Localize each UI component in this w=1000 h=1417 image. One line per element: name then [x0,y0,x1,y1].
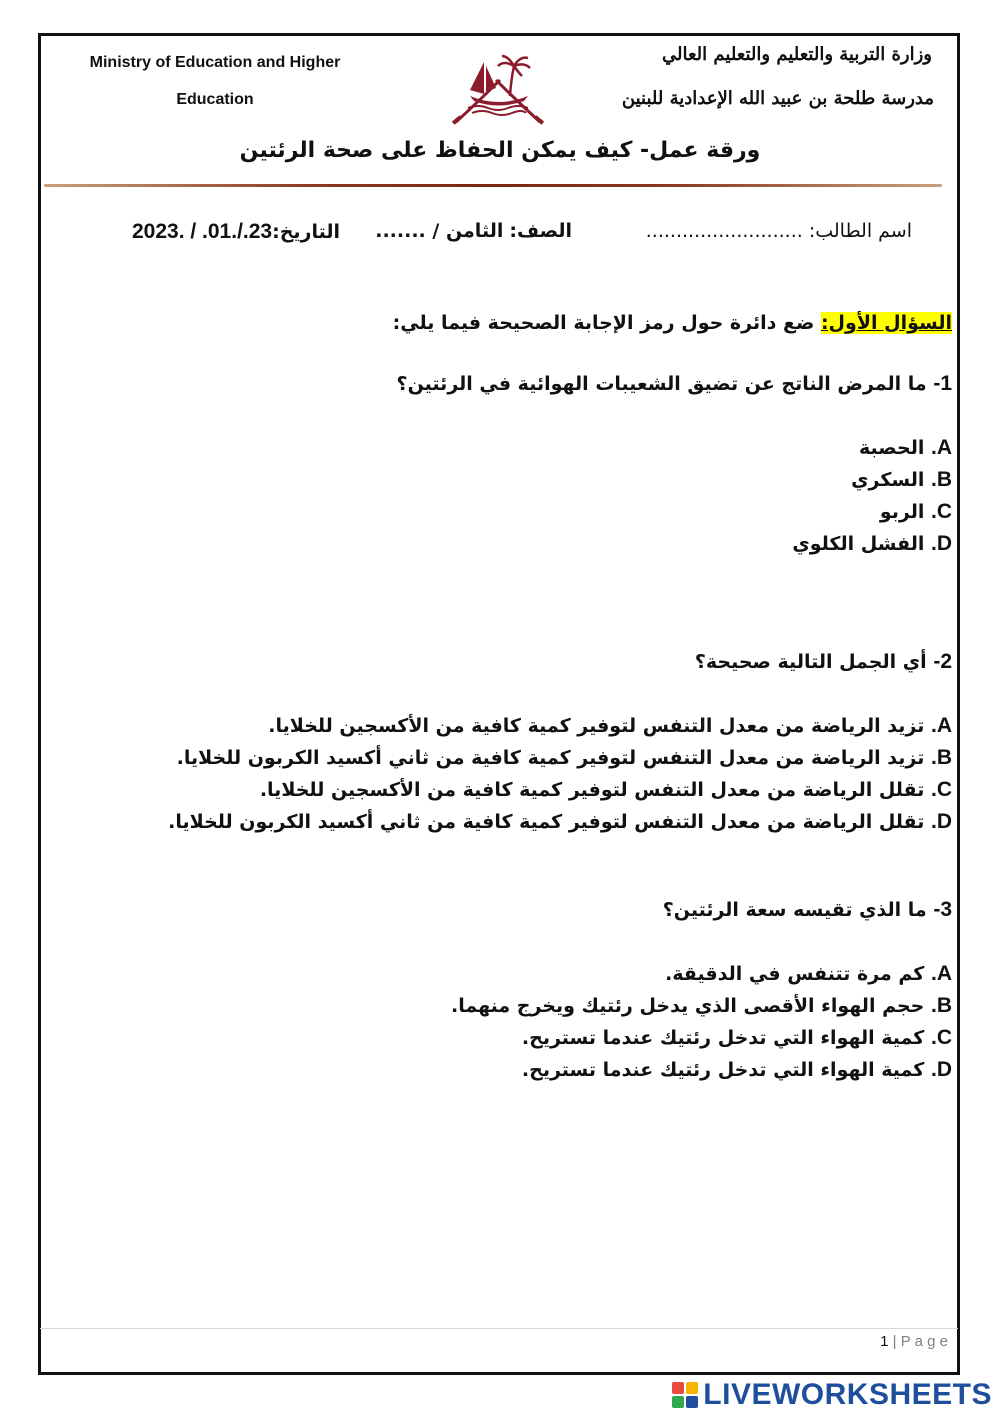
question-2 [695,650,952,674]
question-number: 2- [933,650,952,673]
qatar-emblem-icon [448,52,548,130]
question-3 [663,898,952,922]
option-b[interactable]: B. حجم الهواء الأقصى الذي يدخل رئتيك ويخرج منهما. [451,994,952,1017]
date-field [132,220,340,244]
question-text: أي الجمل التالية صحيحة؟ [694,651,927,673]
option-a[interactable]: A. كم مرة تتنفس في الدقيقة. [665,962,952,985]
option-d[interactable]: D. الفشل الكلوي [792,532,952,555]
page-number: 1 | P a g e [880,1333,948,1350]
option-c[interactable]: C. كمية الهواء التي تدخل رئتيك عندما تستريح. [521,1026,952,1049]
option-c[interactable]: C. تقلل الرياضة من معدل التنفس لتوفير كمية كافية من الأكسجين للخلايا. [259,778,952,801]
section-heading [393,312,952,334]
date-label: التاريخ: [272,221,340,243]
question-1-options [792,432,952,560]
question-text: ما المرض الناتج عن تضيق الشعيبات الهوائية في الرئتين؟ [396,373,927,395]
option-d[interactable]: D. كمية الهواء التي تدخل رئتيك عندما تستريح. [521,1058,952,1081]
option-c[interactable]: C. الربو [879,500,952,523]
footer-divider [40,1328,958,1329]
class-value: الثامن / ....... [375,220,504,242]
liveworksheets-logo[interactable]: LIVEWORKSHEETS [671,1378,992,1412]
date-value: 2023. / .01./.23 [131,220,273,243]
section-label: السؤال الأول: [820,312,952,334]
ministry-name-ar: وزارة التربية والتعليم والتعليم العالي [662,44,932,65]
question-number: 3- [933,898,952,921]
option-d[interactable]: D. تقلل الرياضة من معدل التنفس لتوفير كمية كافية من ثاني أكسيد الكربون للخلايا. [168,810,952,833]
ministry-name-en: Ministry of Education and Higher Education [89,54,341,108]
option-a[interactable]: A. الحصبة [859,436,952,459]
class-label: الصف: [509,220,572,242]
question-3-options [451,958,952,1086]
worksheet-title: ورقة عمل- كيف يمكن الحفاظ على صحة الرئتين [239,138,761,163]
question-number: 1- [933,372,952,395]
option-b[interactable]: B. السكري [851,468,952,491]
question-1 [397,372,952,396]
question-text: ما الذي تقيسه سعة الرئتين؟ [662,899,927,921]
student-name-field: اسم الطالب: .......................... [645,220,912,242]
section-instruction: ضع دائرة حول رمز الإجابة الصحيحة فيما يلي: [392,312,815,334]
question-2-options [168,710,952,838]
school-name: مدرسة طلحة بن عبيد الله الإعدادية للبنين [621,88,934,109]
option-b[interactable]: B. تزيد الرياضة من معدل التنفس لتوفير كمية كافية من ثاني أكسيد الكربون للخلايا. [176,746,952,769]
liveworksheets-icon [671,1381,699,1409]
option-a[interactable]: A. تزيد الرياضة من معدل التنفس لتوفير كمية كافية من الأكسجين للخلايا. [268,714,952,737]
class-field [375,220,572,242]
header-divider [44,184,942,187]
